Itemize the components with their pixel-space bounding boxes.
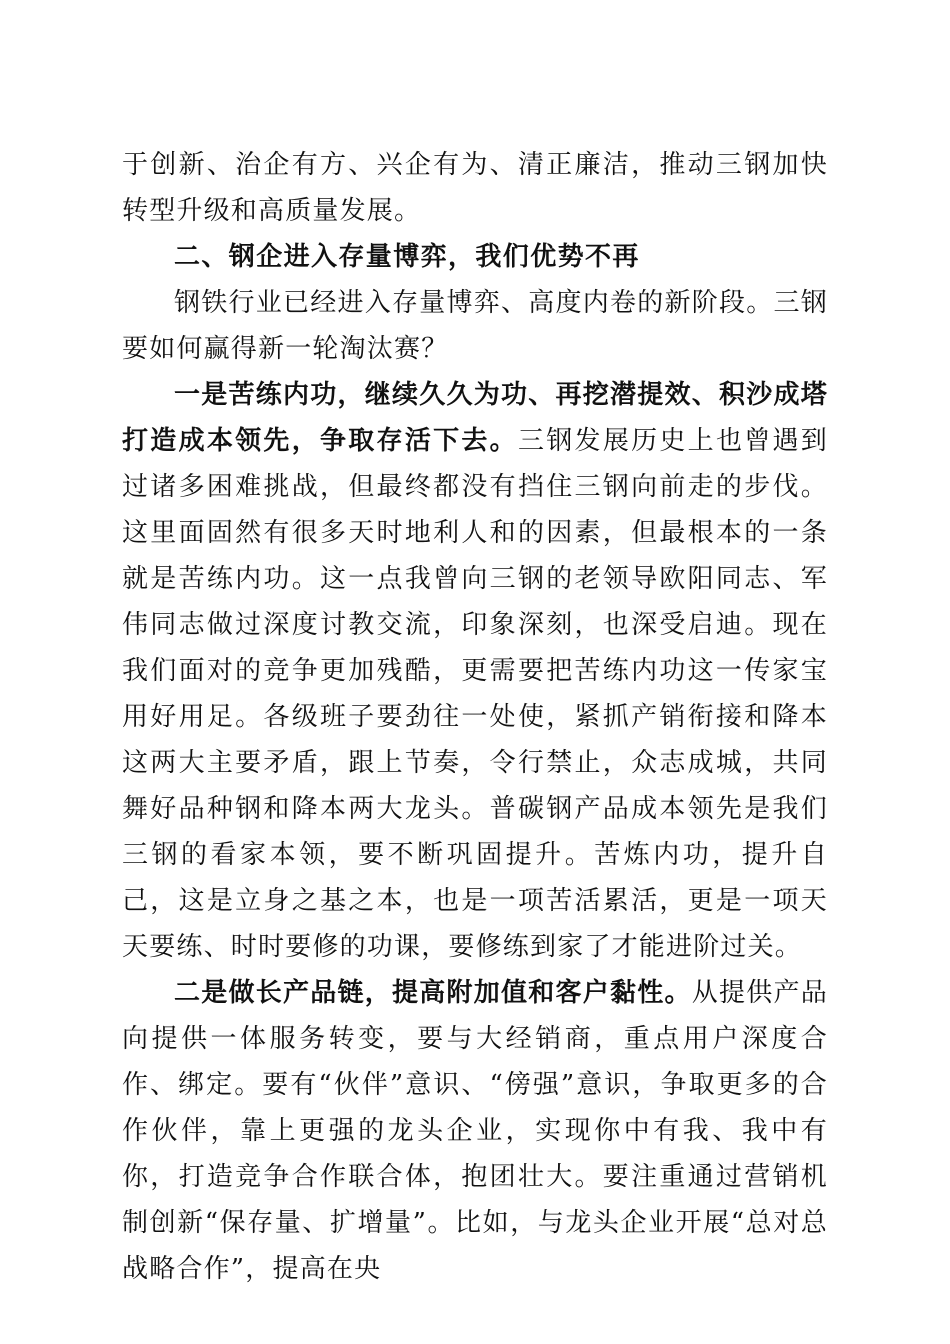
document-body — [122, 142, 828, 1292]
point-one-lead: 一是苦练内功，继续久久为功、再挖潜提效、积沙成塔打造成本领先，争取存活下去。 — [122, 380, 828, 456]
point-two-body: 从提供产品向提供一体服务转变，要与大经销商，重点用户深度合作、绑定。要有“伙伴”意识、“傍强”意识，争取更多的合作伙伴，靠上更强的龙头企业，实现你中有我、我中有你，打造竞争合作联合体，抱团壮大。要注重通过营销机制创新“保存量、扩增量”。比如，与龙头企业开展“总对总战略合作”，提高在央 — [122, 978, 828, 1284]
section-heading: 二、钢企进入存量博弈，我们优势不再 — [174, 242, 640, 272]
paragraph-continuation: 于创新、治企有方、兴企有为、清正廉洁，推动三钢加快转型升级和高质量发展。 — [122, 150, 828, 226]
point-two-lead: 二是做长产品链，提高附加值和客户黏性。 — [174, 978, 692, 1008]
paragraph-point-one — [122, 372, 828, 970]
paragraph-point-two — [122, 970, 828, 1292]
paragraph-intro: 钢铁行业已经进入存量博弈、高度内卷的新阶段。三钢要如何赢得新一轮淘汰赛？ — [122, 288, 828, 364]
point-one-body: 三钢发展历史上也曾遇到过诸多困难挑战，但最终都没有挡住三钢向前走的步伐。这里面固然有很多天时地利人和的因素，但最根本的一条就是苦练内功。这一点我曾向三钢的老领导欧阳同志、军伟同志做过深度讨教交流，印象深刻，也深受启迪。现在我们面对的竞争更加残酷，更需要把苦练内功这一传家宝用好用足。各级班子要劲往一处使，紧抓产销衔接和降本这两大主要矛盾，跟上节奏，令行禁止，众志成城，共同舞好品种钢和降本两大龙头。普碳钢产品成本领先是我们三钢的看家本领，要不断巩固提升。苦炼内功，提升自己，这是立身之基之本，也是一项苦活累活，更是一项天天要练、时时要修的功课，要修练到家了才能进阶过关。 — [122, 426, 828, 962]
